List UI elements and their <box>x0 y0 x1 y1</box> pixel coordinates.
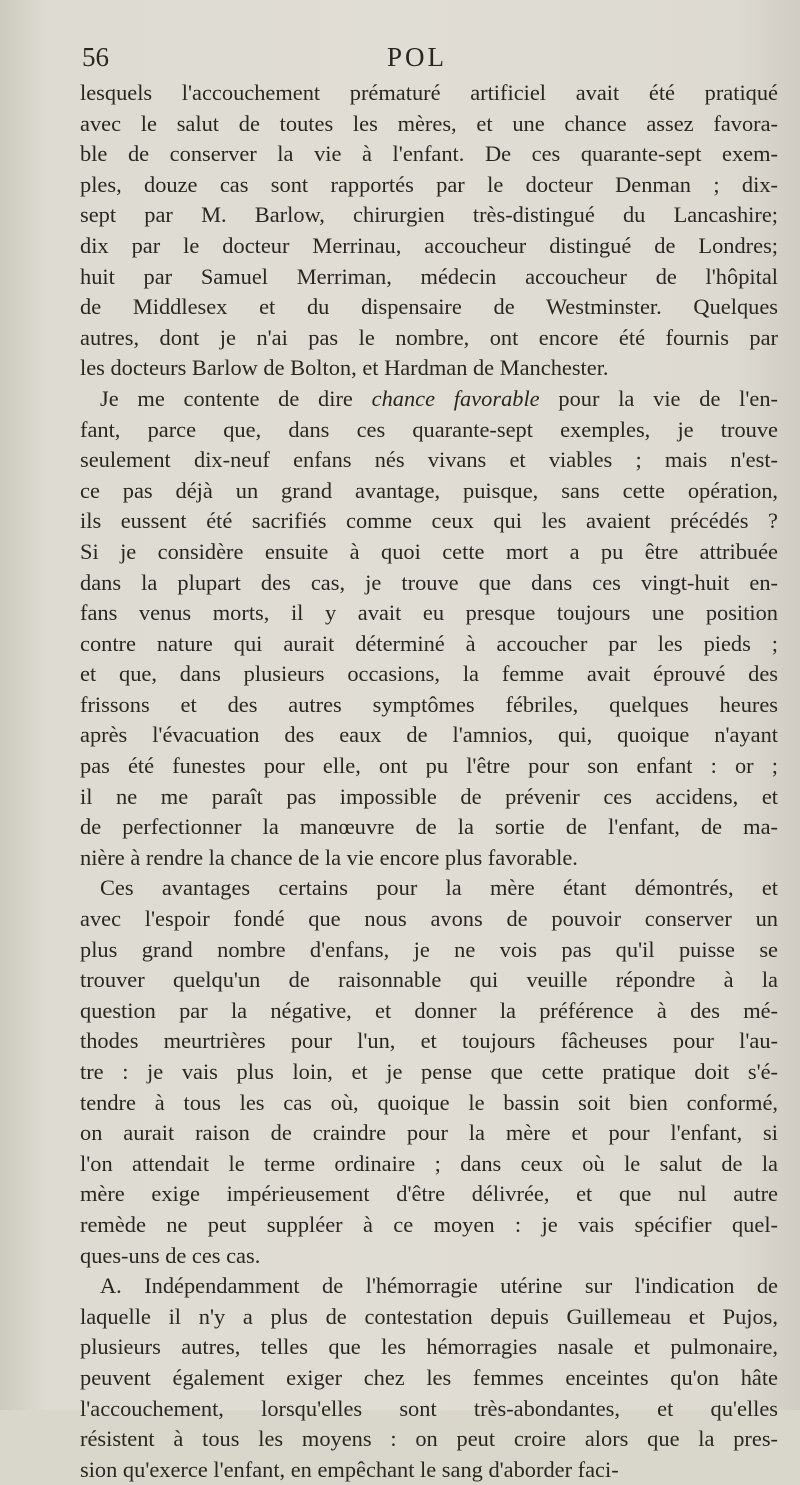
body-text <box>80 78 778 1485</box>
text-line: fant, parce que, dans ces quarante-sept exemples, je trouve <box>80 416 778 442</box>
text-line: sion qu'exerce l'enfant, en empêchant le sang d'aborder faci- <box>80 1456 619 1482</box>
text-line: remède ne peut suppléer à ce moyen : je vais spécifier quel- <box>80 1211 778 1237</box>
text-line: ils eussent été sacrifiés comme ceux qui les avaient précédés ? <box>80 508 778 534</box>
text-line: et que, dans plusieurs occasions, la femme avait éprouvé des <box>80 661 778 687</box>
text-line: lesquels l'accouchement prématuré artificiel avait été pratiqué <box>80 80 778 105</box>
text-line: seulement dix-neuf enfans nés vivans et viables ; mais n'est- <box>80 447 778 473</box>
text-line: ce pas déjà un grand avantage, puisque, sans cette opération, <box>80 477 778 503</box>
text-line: après l'évacuation des eaux de l'amnios, qui, quoique n'ayant <box>80 722 778 748</box>
text-line: trouver quelqu'un de raisonnable qui veuille répondre à la <box>80 967 778 993</box>
text-line: tre : je vais plus loin, et je pense que cette pratique doit s'é- <box>80 1059 778 1084</box>
text-line: avec le salut de toutes les mères, et une chance assez favora- <box>80 110 778 136</box>
text-line: Si je considère ensuite à quoi cette mort a pu être attribuée <box>80 538 778 564</box>
text-line: Je me contente de dire chance favorable pour la vie de l'en- <box>100 385 778 411</box>
text-line: fans venus morts, il y avait eu presque toujours une position <box>80 600 778 626</box>
text-line: les docteurs Barlow de Bolton, et Hardman de Manchester. <box>80 355 609 381</box>
text-line: sept par M. Barlow, chirurgien très-distingué du Lancashire; <box>80 202 778 228</box>
text-line: dans la plupart des cas, je trouve que dans ces vingt-huit en- <box>80 569 778 595</box>
running-head: POL <box>386 42 447 72</box>
paragraph <box>80 873 778 1271</box>
text-line: plusieurs autres, telles que les hémorragies nasale et pulmonaire, <box>80 1334 778 1360</box>
text-line: de Middlesex et du dispensaire de Westminster. Quelques <box>80 294 778 320</box>
text-line: résistent à tous les moyens : on peut croire alors que la pres- <box>80 1426 778 1452</box>
text-line: Ces avantages certains pour la mère étant démontrés, et <box>100 875 778 901</box>
text-line: dix par le docteur Merrinau, accoucheur distingué de Londres; <box>80 232 778 258</box>
text-line: huit par Samuel Merriman, médecin accoucheur de l'hôpital <box>80 263 778 289</box>
text-line: l'on attendait le terme ordinaire ; dans ceux où le salut de la <box>80 1150 778 1176</box>
text-line: ble de conserver la vie à l'enfant. De ces quarante-sept exem- <box>80 141 778 167</box>
text-line: frissons et des autres symptômes fébriles, quelques heures <box>80 691 778 717</box>
text-line: il ne me paraît pas impossible de prévenir ces accidens, et <box>80 783 778 809</box>
text-line: peuvent également exiger chez les femmes enceintes qu'on hâte <box>80 1364 778 1390</box>
text-line: contre nature qui aurait déterminé à accoucher par les pieds ; <box>80 630 778 656</box>
text-line: autres, dont je n'ai pas le nombre, ont encore été fournis par <box>80 324 778 350</box>
text-line: de perfectionner la manœuvre de la sortie de l'enfant, de ma- <box>80 814 778 840</box>
text-line: thodes meurtrières pour l'un, et toujours fâcheuses pour l'au- <box>80 1028 778 1054</box>
paragraph <box>80 384 778 874</box>
text-line: l'accouchement, lorsqu'elles sont très-abondantes, et qu'elles <box>80 1395 778 1421</box>
text-line: mère exige impérieusement d'être délivrée, et que nul autre <box>80 1181 778 1207</box>
paragraph <box>80 1271 778 1485</box>
text-line: avec l'espoir fondé que nous avons de pouvoir conserver un <box>80 906 778 932</box>
text-line: plus grand nombre d'enfans, je ne vois pas qu'il puisse se <box>80 936 778 962</box>
text-line: ples, douze cas sont rapportés par le docteur Denman ; dix- <box>80 171 778 197</box>
text-line: pas été funestes pour elle, ont pu l'être pour son enfant : or ; <box>80 753 778 779</box>
text-line: A. Indépendamment de l'hémorragie utérine sur l'indication de <box>100 1273 778 1299</box>
page-number: 56 <box>82 42 109 72</box>
page-header <box>82 42 752 80</box>
text-line: laquelle il n'y a plus de contestation depuis Guillemeau et Pujos, <box>80 1303 778 1329</box>
text-line: nière à rendre la chance de la vie encore plus favorable. <box>80 844 578 870</box>
text-line: on aurait raison de craindre pour la mère et pour l'enfant, si <box>80 1120 778 1146</box>
text-line: question par la négative, et donner la préférence à des mé- <box>80 997 778 1023</box>
paragraph <box>80 78 778 384</box>
text-line: tendre à tous les cas où, quoique le bassin soit bien conformé, <box>80 1089 778 1115</box>
text-line: ques-uns de ces cas. <box>80 1242 261 1268</box>
